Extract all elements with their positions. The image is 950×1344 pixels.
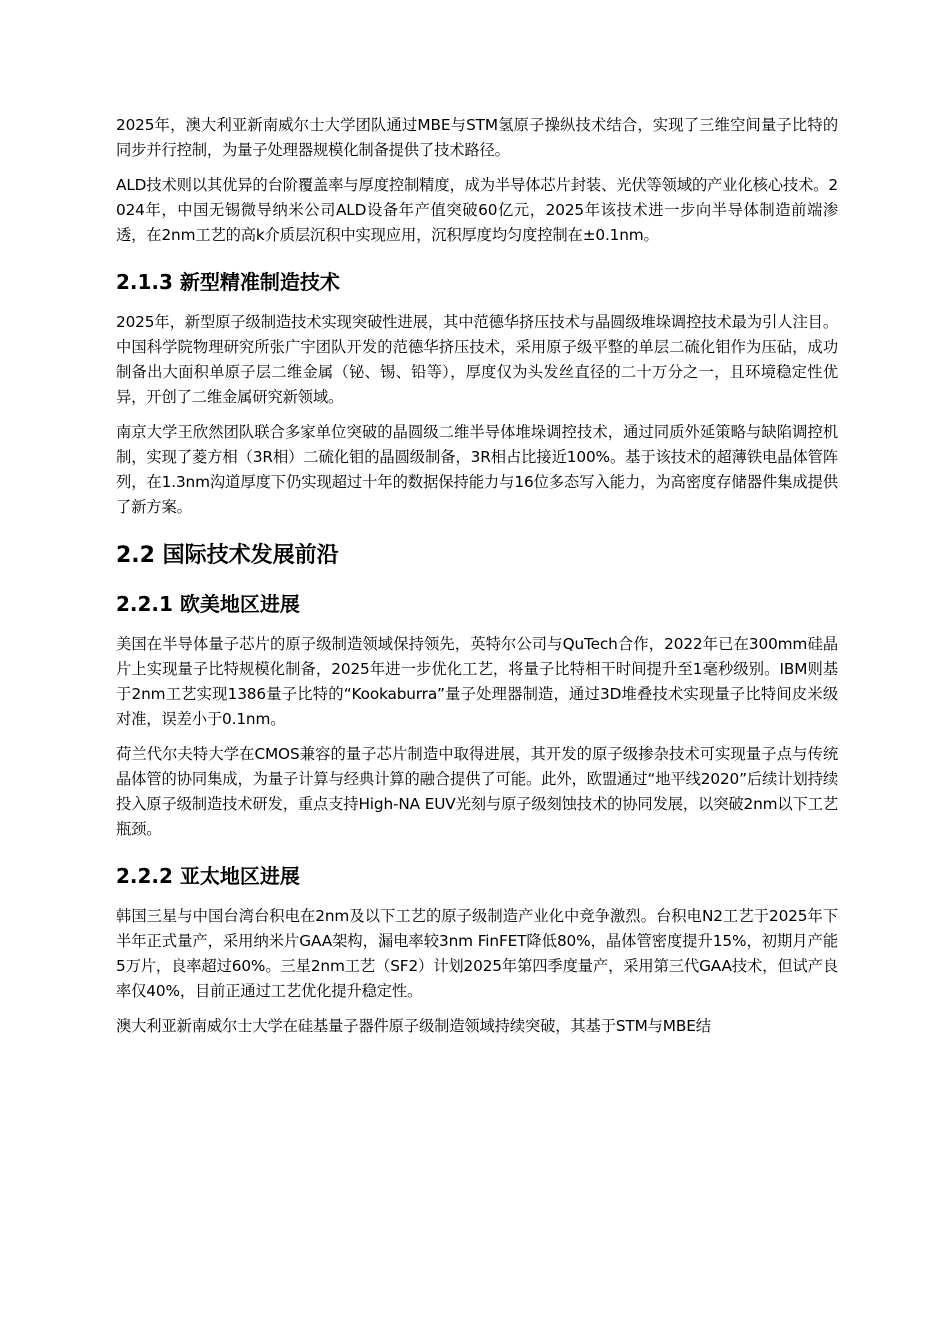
- paragraph: 2025年，新型原子级制造技术实现突破性进展，其中范德华挤压技术与晶圆级堆垛调控技术最为引人注目。中国科学院物理研究所张广宇团队开发的范德华挤压技术，采用原子级平整的单层二硫化钼作为压砧，成功制备出大面积单原子层二维金属（铋、锡、铅等），厚度仅为头发丝直径的二十万分之一，且环境稳定性优异，开创了二维金属研究新领域。: [116, 313, 838, 406]
- paragraph: 2025年，澳大利亚新南威尔士大学团队通过MBE与STM氢原子操纵技术结合，实现了三维空间量子比特的同步并行控制，为量子处理器规模化制备提供了技术路径。: [116, 116, 838, 159]
- paragraph: 美国在半导体量子芯片的原子级制造领域保持领先，英特尔公司与QuTech合作，2022年已在300mm硅晶片上实现量子比特规模化制备，2025年进一步优化工艺，将量子比特相干时间提升至1毫秒级别。IBM则基于2nm工艺实现1386量子比特的“Kookaburra”量子处理器制造，通过3D堆叠技术实现量子比特间皮米级对准，误差小于0.1nm。: [116, 635, 838, 728]
- paragraph: 南京大学王欣然团队联合多家单位突破的晶圆级二维半导体堆垛调控技术，通过同质外延策略与缺陷调控机制，实现了菱方相（3R相）二硫化钼的晶圆级制备，3R相占比接近100%。基于该技术的超薄铁电晶体管阵列，在1.3nm沟道厚度下仍实现超过十年的数据保持能力与16位多态写入能力，为高密度存储器件集成提供了新方案。: [116, 423, 838, 516]
- document-page: [116, 113, 838, 1049]
- section-heading-2-2-2: 2.2.2 亚太地区进展: [116, 864, 300, 888]
- section-heading-2-1-3: 2.1.3 新型精准制造技术: [116, 270, 340, 294]
- paragraph: 韩国三星与中国台湾台积电在2nm及以下工艺的原子级制造产业化中竞争激烈。台积电N2工艺于2025年下半年正式量产，采用纳米片GAA架构，漏电率较3nm FinFET降低80%，晶体管密度提升15%，初期月产能5万片，良率超过60%。三星2nm工艺（SF2）计划2025年第四季度量产，采用第三代GAA技术，但试产良率仅40%，目前正通过工艺优化提升稳定性。: [116, 907, 838, 1000]
- paragraph: ALD技术则以其优异的台阶覆盖率与厚度控制精度，成为半导体芯片封装、光伏等领域的产业化核心技术。2024年，中国无锡微导纳米公司ALD设备年产值突破60亿元，2025年该技术进一步向半导体制造前端渗透，在2nm工艺的高k介质层沉积中实现应用，沉积厚度均匀度控制在±0.1nm。: [116, 176, 838, 244]
- section-heading-2-2: 2.2 国际技术发展前沿: [116, 543, 339, 568]
- paragraph: 澳大利亚新南威尔士大学在硅基量子器件原子级制造领域持续突破，其基于STM与MBE结: [116, 1017, 711, 1035]
- paragraph: 荷兰代尔夫特大学在CMOS兼容的量子芯片制造中取得进展，其开发的原子级掺杂技术可实现量子点与传统晶体管的协同集成，为量子计算与经典计算的融合提供了可能。此外，欧盟通过“地平线2020”后续计划持续投入原子级制造技术研发，重点支持High-NA EUV光刻与原子级刻蚀技术的协同发展，以突破2nm以下工艺瓶颈。: [116, 745, 838, 838]
- section-heading-2-2-1: 2.2.1 欧美地区进展: [116, 592, 300, 616]
